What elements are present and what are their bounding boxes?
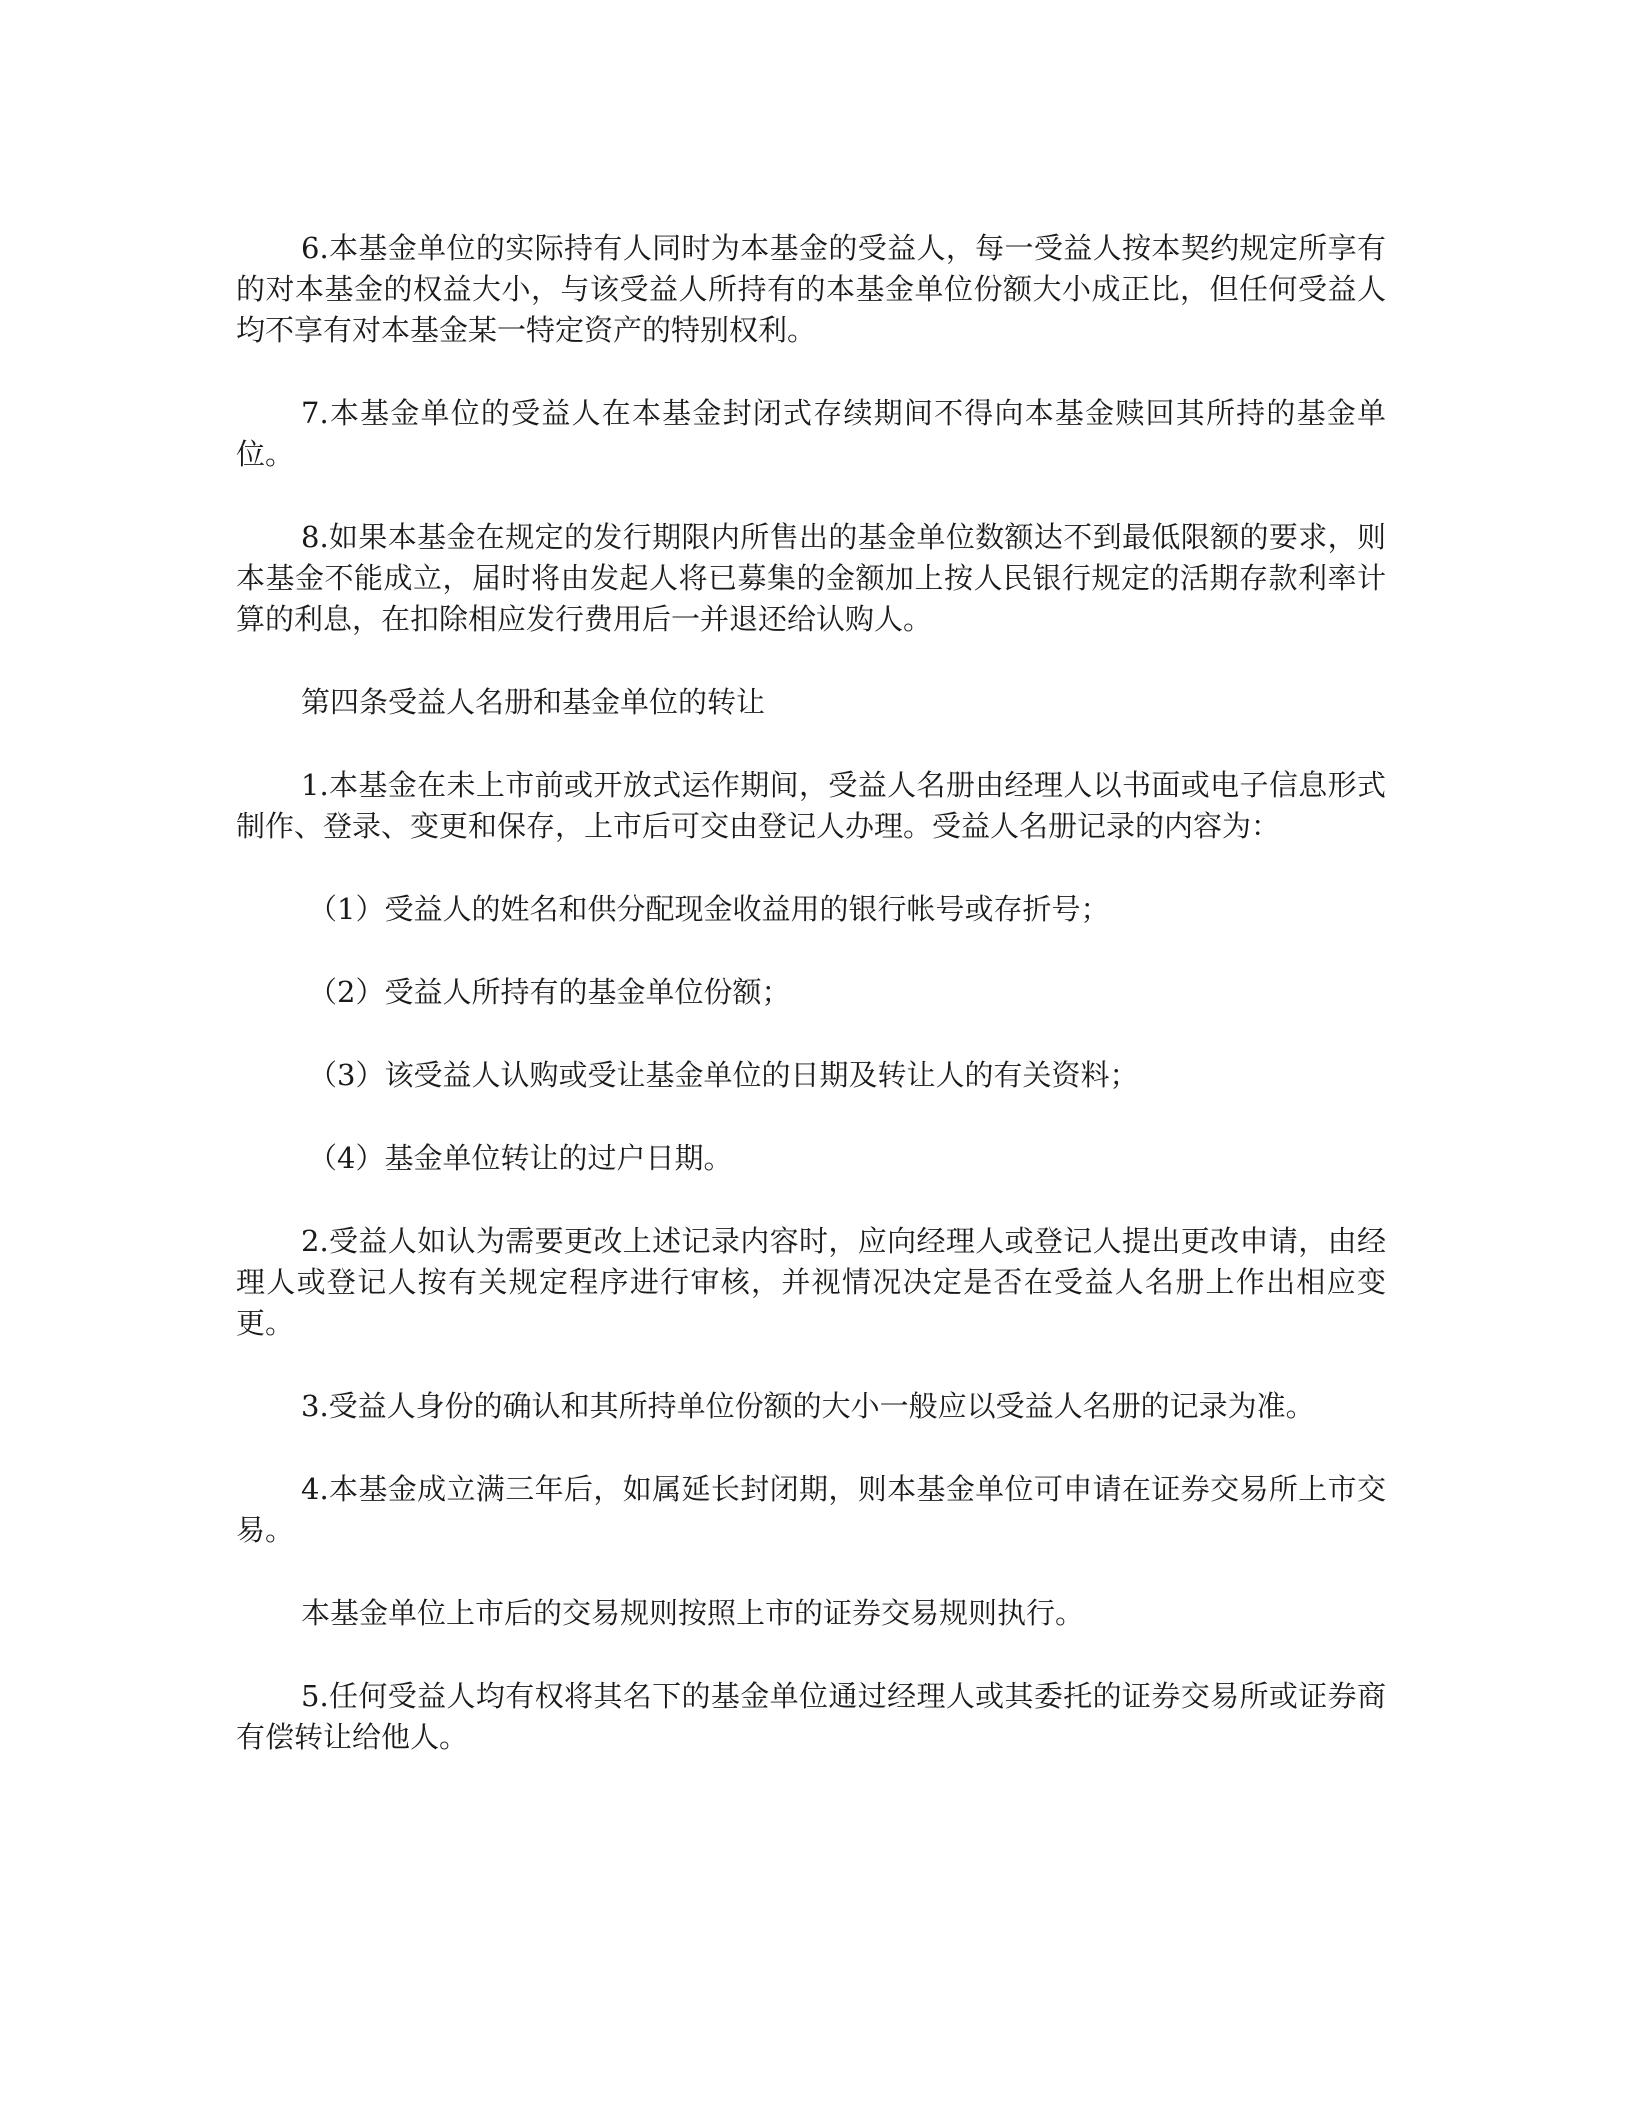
paragraph-article-7: 7.本基金单位的受益人在本基金封闭式存续期间不得向本基金赎回其所持的基金单位。	[236, 396, 1386, 471]
list-item-register-content-2: （2）受益人所持有的基金单位份额；	[308, 975, 791, 1009]
section-heading-article-4: 第四条受益人名册和基金单位的转让	[301, 685, 766, 719]
paragraph-register-2: 2.受益人如认为需要更改上述记录内容时，应向经理人或登记人提出更改申请，由经理人或登记人按有关规定程序进行审核，并视情况决定是否在受益人名册上作出相应变更。	[236, 1224, 1386, 1340]
list-item-register-content-1: （1）受益人的姓名和供分配现金收益用的银行帐号或存折号；	[308, 892, 1110, 926]
paragraph-register-1: 1.本基金在未上市前或开放式运作期间，受益人名册由经理人以书面或电子信息形式制作、登录、变更和保存，上市后可交由登记人办理。受益人名册记录的内容为：	[236, 768, 1386, 843]
paragraph-register-5: 5.任何受益人均有权将其名下的基金单位通过经理人或其委托的证券交易所或证券商有偿转让给他人。	[236, 1679, 1386, 1754]
paragraph-article-6: 6.本基金单位的实际持有人同时为本基金的受益人，每一受益人按本契约规定所享有的对本基金的权益大小，与该受益人所持有的本基金单位份额大小成正比，但任何受益人均不享有对本基金某一特定资产的特别权利。	[236, 231, 1386, 347]
paragraph-register-3: 3.受益人身份的确认和其所持单位份额的大小一般应以受益人名册的记录为准。	[301, 1389, 1315, 1423]
document-page	[236, 228, 1386, 1800]
paragraph-register-4: 4.本基金成立满三年后，如属延长封闭期，则本基金单位可申请在证券交易所上市交易。	[236, 1472, 1386, 1547]
paragraph-trading-rules: 本基金单位上市后的交易规则按照上市的证券交易规则执行。	[301, 1596, 1085, 1630]
list-item-register-content-3: （3）该受益人认购或受让基金单位的日期及转让人的有关资料；	[308, 1058, 1139, 1092]
paragraph-article-8: 8.如果本基金在规定的发行期限内所售出的基金单位数额达不到最低限额的要求，则本基金不能成立，届时将由发起人将已募集的金额加上按人民银行规定的活期存款利率计算的利息，在扣除相应发行费用后一并退还给认购人。	[236, 520, 1386, 636]
list-item-register-content-4: （4）基金单位转让的过户日期。	[308, 1141, 733, 1175]
